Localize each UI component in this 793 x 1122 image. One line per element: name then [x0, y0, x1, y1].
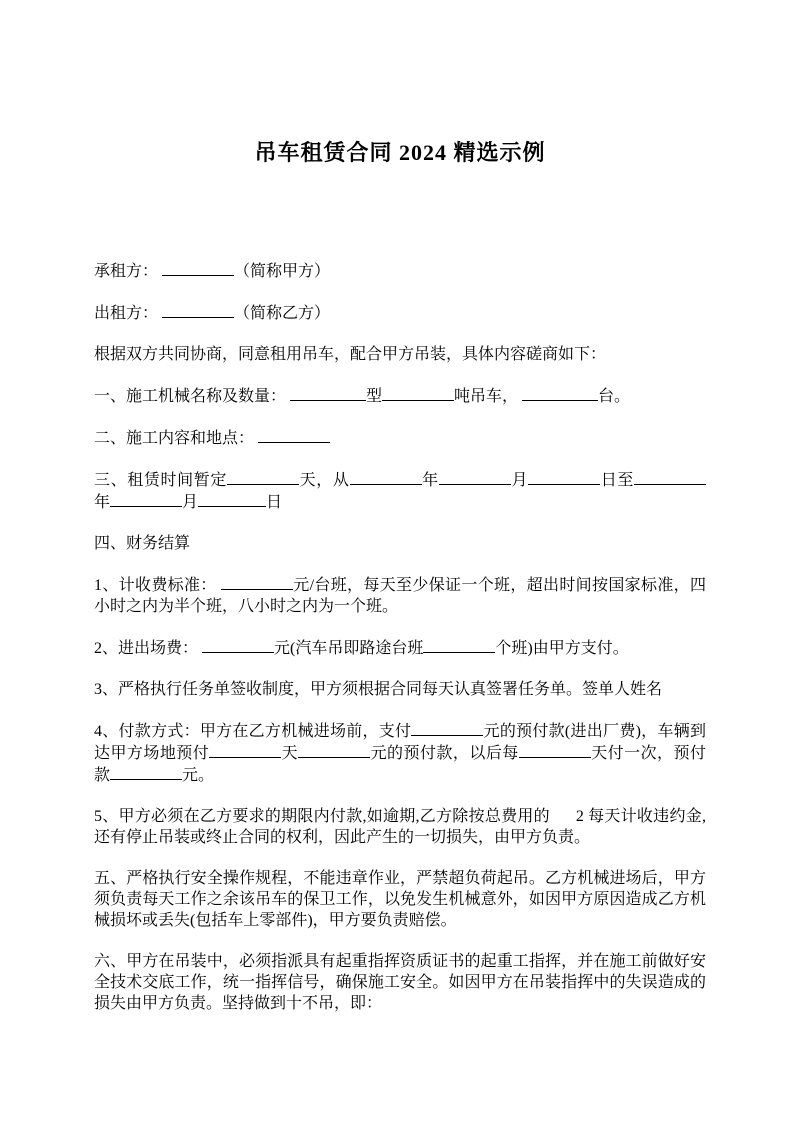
blank-field [198, 491, 266, 507]
blank-field [439, 469, 511, 485]
clause-4-finance-heading [94, 533, 706, 554]
document-content [94, 138, 706, 1034]
text-run: （简称乙方） [234, 305, 331, 322]
document-title: 吊车租赁合同 2024 精选示例 [254, 140, 546, 165]
text-run: 五、严格执行安全操作规程，不能违章作业，严禁超负荷起吊。乙方机械进场后，甲方须负责每天工作之余该吊车的保卫工作，以免发生机械意外，如因甲方原因造成乙方机械损坏或丢失(包括车上零部件)，甲方要负责赔偿。 [94, 870, 706, 929]
text-run: 5、甲方必须在乙方要求的期限内付款,如逾期,乙方除按总费用的 [94, 808, 550, 825]
clause-6-lifting-command [94, 951, 706, 1014]
blank-field [411, 720, 483, 736]
clause-3-rental-period [94, 469, 706, 513]
blank-field [202, 637, 274, 653]
blank-field [382, 385, 454, 401]
blank-field [209, 742, 281, 758]
clause-4-4-payment-method [94, 720, 706, 786]
text-run: 元(汽车吊即路途台班 [274, 640, 424, 657]
text-run: 天付一次，预付款 [94, 745, 706, 784]
text-run: 型 [366, 388, 383, 405]
blank-field [423, 637, 495, 653]
clause-4-5-overdue-penalty [94, 806, 706, 848]
blank-field [350, 469, 422, 485]
text-run: 吨吊车， [454, 388, 523, 405]
text-run: 4、付款方式：甲方在乙方机械进场前，支付 [94, 723, 412, 740]
text-run: 2、进出场费： [94, 640, 203, 657]
text-run: 承租方： [94, 263, 163, 280]
text-run: 元/台班，每天至少保证一个班，超出时间按国家标准，四小时之内为半个班，八小时之内为一个班。 [94, 577, 706, 615]
text-run: 月 [182, 494, 199, 511]
blank-field [258, 427, 330, 443]
text-run: 元。 [182, 767, 215, 784]
text-run: 一、施工机械名称及数量： [94, 388, 291, 405]
clause-1-machinery [94, 385, 706, 407]
text-run: 天 [281, 745, 299, 762]
party-lessor [94, 302, 706, 324]
blank-field [110, 491, 182, 507]
blank-field [110, 764, 182, 780]
text-run: 三、租赁时间暂定 [94, 472, 228, 489]
clause-4-1-rate-standard [94, 574, 706, 617]
text-run: 根据双方共同协商，同意租用吊车，配合甲方吊装，具体内容磋商如下： [94, 346, 607, 363]
blank-field [522, 385, 598, 401]
spacer [550, 820, 576, 821]
text-run: 1、计收费标准： [94, 577, 221, 594]
blank-field [298, 742, 370, 758]
blank-field [528, 469, 600, 485]
text-run: （简称甲方） [234, 263, 331, 280]
text-run: 年 [94, 494, 111, 511]
text-run: 个班)由甲方支付。 [495, 640, 629, 657]
preamble [94, 344, 706, 365]
text-run: 六、甲方在吊装中，必须指派具有起重指挥资质证书的起重工指挥，并在施工前做好安全技术交底工作，统一指挥信号，确保施工安全。如因甲方在吊装指挥中的失误造成的损失由甲方负责。坚持做到十不吊，即： [94, 953, 706, 1012]
clause-5-safety-rules [94, 868, 706, 931]
blank-field [162, 260, 234, 276]
text-run: 出租方： [94, 305, 163, 322]
text-run: 元的预付款(进出厂费)，车辆到达甲方场地预付 [94, 723, 706, 762]
clause-2-content-location [94, 427, 706, 449]
text-run: 日 [266, 494, 283, 511]
text-run: 2 每天计收违约金,还有停止吊装或终止合同的权利，因此产生的一切损失，由甲方负责。 [94, 808, 706, 846]
text-run: 年 [421, 472, 439, 489]
text-run: 日至 [600, 472, 634, 489]
text-run: 元的预付款，以后每 [370, 745, 519, 762]
text-run: 月 [510, 472, 529, 489]
text-run: 二、施工内容和地点： [94, 430, 259, 447]
party-lessee [94, 260, 706, 282]
blank-field [634, 469, 706, 485]
blank-field [290, 385, 366, 401]
text-run: 天，从 [299, 472, 350, 489]
blank-field [519, 742, 591, 758]
text-run: 3、严格执行任务单签收制度，甲方须根据合同每天认真签署任务单。签单人姓名 [94, 681, 663, 698]
text-run: 四、财务结算 [94, 535, 191, 552]
clause-4-3-task-sheet [94, 679, 706, 700]
blank-field [221, 574, 293, 590]
text-run: 台。 [598, 388, 631, 405]
document-body [94, 260, 706, 1014]
blank-field [227, 469, 299, 485]
clause-4-2-mobilization-fee [94, 637, 706, 659]
blank-field [162, 302, 234, 318]
